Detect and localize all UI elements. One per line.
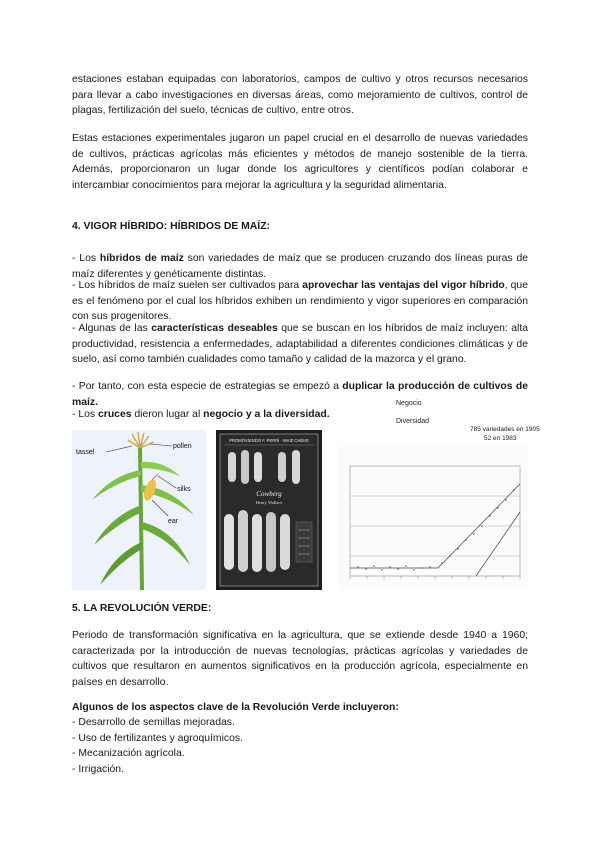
bold-text: negocio y a la diversidad.	[203, 409, 330, 420]
bold-text: cruces	[98, 409, 132, 420]
list-item: - Irrigación.	[72, 764, 124, 775]
bold-text: híbridos de maíz	[99, 253, 184, 264]
annotation-negocio: Negocio	[396, 400, 422, 407]
bullet-caracteristicas	[72, 321, 528, 368]
text: son variedades de maíz que se producen cruzando dos líneas puras de maíz diferentes y genéticamente distintas.	[72, 253, 528, 280]
label-ear: ear	[168, 518, 179, 525]
text: que se buscan en los híbridos de maíz incluyen: alta productividad, resistencia a enfermedades, adaptabilidad a diferentes condiciones climáticas y de suelo, así como también cualidades como tamaño y calidad de la mazorca y el grano.	[72, 323, 528, 366]
list-item: - Mecanización agrícola.	[72, 748, 185, 759]
corn-poster-figure	[216, 430, 322, 590]
paragraph-revolucion-verde: Periodo de transformación significativa en la agricultura, que se extiende desde 1940 a 1960; caracterizada por la introducción de nuevas tecnologías, prácticas agrícolas y variedades de cultivos que resultaron en aumentos significativos en la producción agrícola, especialmente en países en desarrollo.	[72, 630, 528, 688]
yield-chart	[338, 446, 528, 590]
annotation-variedades-1983: 52 en 1983	[484, 435, 517, 442]
text: dieron lugar al	[131, 409, 204, 420]
poster-header: PROMOVIENDO F. PERRÍ · MAIZ CHEKE	[229, 438, 309, 443]
bold-text: duplicar la producción de cultivos de maíz.	[72, 381, 528, 408]
label-silks: silks	[177, 486, 191, 493]
annotation-diversidad: Diversidad	[396, 418, 430, 425]
bold-text: aprovechar las ventajas del vigor híbrido	[302, 280, 505, 291]
text: - Por tanto, con esta especie de estrategias se empezó a	[72, 381, 343, 392]
bullet-cruces	[72, 407, 362, 423]
section-4-title: 4. VIGOR HÍBRIDO: HÍBRIDOS DE MAÍZ:	[72, 221, 271, 232]
section-5-title: 5. LA REVOLUCIÓN VERDE:	[72, 603, 212, 614]
label-pollen: pollen	[173, 443, 192, 450]
text: - Los	[72, 409, 98, 420]
poster-script: Cowberg	[256, 490, 282, 498]
paragraph-estaciones-experimentales: Estas estaciones experimentales jugaron un papel crucial en el desarrollo de nuevas variedades de cultivos, prácticas agrícolas más eficientes y métodos de manejo sostenible de la tierra. Además, proporcionaron un lugar donde los agricultores y científicos podían colaborar e intercambiar conocimientos para mejorar la agricultura y la seguridad alimentaria.	[72, 133, 528, 191]
poster-name: Henry Wallace	[255, 500, 283, 505]
label-tassel: tassel	[76, 449, 95, 456]
section-5-subtitle: Algunos de los aspectos clave de la Revolución Verde incluyeron:	[72, 702, 399, 713]
list-item: - Uso de fertilizantes y agroquímicos.	[72, 733, 243, 744]
text: - Los híbridos de maíz suelen ser cultivados para	[72, 280, 303, 291]
corn-plant-illustration	[72, 430, 206, 590]
yield-chart-figure	[338, 446, 528, 590]
text: , que es el fenómeno por el cual los híbridos exhiben un rendimiento y vigor superiores en comparación con sus progenitores.	[72, 280, 528, 323]
text: - Los	[72, 253, 100, 264]
corn-plant-figure	[72, 430, 206, 590]
text: - Algunas de las	[72, 323, 152, 334]
paragraph-estaciones: estaciones estaban equipadas con laboratorios, campos de cultivo y otros recursos necesarios para llevar a cabo investigaciones en diversas áreas, como mejoramiento de cultivos, control de plagas, fertilización del suelo, técnicas de cultivo, entre otros.	[72, 74, 528, 117]
annotation-variedades: 785 variedades en 1905	[470, 426, 540, 433]
list-item: - Desarrollo de semillas mejoradas.	[72, 717, 235, 728]
bold-text: características deseables	[151, 323, 278, 334]
corn-poster-image	[216, 430, 322, 590]
bullet-vigor	[72, 278, 528, 325]
bullet-duplicar	[72, 379, 528, 410]
